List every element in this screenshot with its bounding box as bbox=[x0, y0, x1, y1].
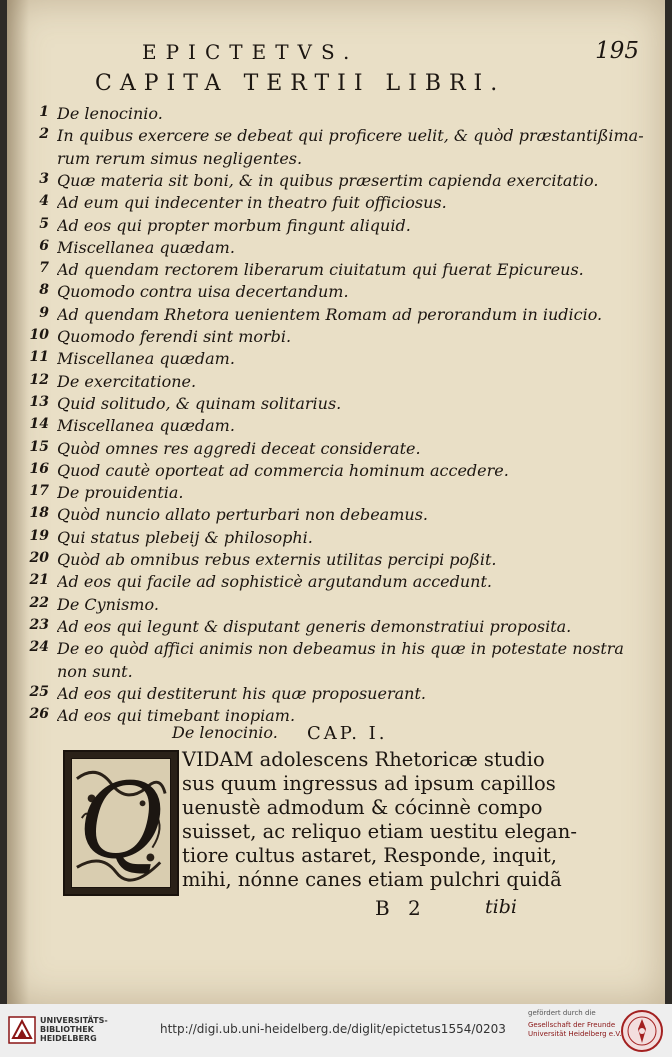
chapter-list-item[interactable] bbox=[7, 528, 665, 550]
chapter-list-item[interactable] bbox=[7, 372, 665, 394]
chapter-list-item[interactable] bbox=[7, 126, 665, 148]
viewer-footer bbox=[0, 1004, 672, 1057]
chapter-number: 5 bbox=[39, 215, 49, 232]
chapter-title: Ad eos qui destiterunt his quæ proposuerant. bbox=[57, 683, 426, 703]
chapter-title: De lenocinio. bbox=[57, 104, 163, 123]
chapter-number: 6 bbox=[39, 237, 49, 254]
chapter-number: 16 bbox=[29, 460, 49, 477]
chapter-number: 13 bbox=[29, 393, 49, 410]
chapter-list-item[interactable] bbox=[7, 327, 665, 349]
library-name[interactable] bbox=[40, 1016, 108, 1043]
chapter-title: Miscellanea quædam. bbox=[57, 237, 235, 257]
chapter-list-item[interactable] bbox=[7, 104, 665, 126]
chapter-title: Ad eos qui legunt & disputant generis demonstratiui proposita. bbox=[57, 616, 572, 636]
chapter-list-item[interactable] bbox=[7, 461, 665, 483]
initial-letter: Q bbox=[78, 760, 164, 882]
chapter-title: Quòd nuncio allato perturbari non debeamus. bbox=[57, 505, 428, 525]
chapter-title: In quibus exercere se debeat qui proficere uelit, & quòd præstantißima- bbox=[57, 126, 644, 146]
chapter-number: 7 bbox=[39, 260, 49, 277]
chapter-title: Ad eos qui timebant inopiam. bbox=[57, 706, 296, 726]
chapter-list-item[interactable] bbox=[7, 439, 665, 461]
chapter-title: De prouidentia. bbox=[57, 483, 184, 503]
chapter-list-item[interactable] bbox=[7, 639, 665, 661]
chapter-title: De Cynismo. bbox=[57, 594, 159, 614]
chapter-number: 23 bbox=[29, 616, 49, 633]
chapter-title: Quomodo contra uisa decertandum. bbox=[57, 282, 349, 302]
chapter-title: Quomodo ferendi sint morbi. bbox=[57, 327, 292, 346]
chapter-title: De exercitatione. bbox=[57, 371, 197, 391]
university-seal-icon[interactable] bbox=[620, 1009, 664, 1053]
chapter-list-item[interactable] bbox=[7, 684, 665, 706]
page-number: 195 bbox=[595, 38, 639, 64]
chapter-list-item[interactable] bbox=[7, 282, 665, 304]
chapter-number: 3 bbox=[39, 170, 49, 187]
library-logo-icon[interactable] bbox=[8, 1016, 36, 1044]
chapter-title: Quid solitudo, & quinam solitarius. bbox=[57, 393, 342, 413]
chapter-number: 14 bbox=[29, 416, 49, 433]
sponsor-name-line: Gesellschaft der Freunde bbox=[528, 1021, 616, 1029]
chapter-list-item[interactable] bbox=[7, 550, 665, 572]
chapter-number: 18 bbox=[29, 505, 49, 522]
chapter-list-item[interactable] bbox=[7, 662, 665, 684]
chapter-number: 12 bbox=[29, 371, 49, 388]
chapter-number: 26 bbox=[29, 706, 49, 723]
chapter-list-item[interactable] bbox=[7, 617, 665, 639]
chapter-title: Miscellanea quædam. bbox=[57, 349, 235, 369]
chapter-number: 19 bbox=[29, 527, 49, 544]
chapter-list-item[interactable] bbox=[7, 260, 665, 282]
library-name-line: UNIVERSITÄTS- bbox=[40, 1016, 108, 1025]
sponsor-name-line: Universität Heidelberg e.V. bbox=[528, 1030, 622, 1038]
section-title: CAPITA TERTII LIBRI. bbox=[95, 71, 506, 96]
body-line: VIDAM adolescens Rhetoricæ studio bbox=[182, 748, 545, 771]
chapter-title: Miscellanea quædam. bbox=[57, 416, 235, 436]
chapter-list-item[interactable] bbox=[7, 572, 665, 594]
chapter-title: Quæ materia sit boni, & in quibus præsertim capienda exercitatio. bbox=[57, 170, 599, 190]
chapter-title: Ad eum qui indecenter in theatro fuit officiosus. bbox=[57, 193, 447, 213]
chapter-title: De eo quòd affici animis non debeamus in his quæ in potestate nostra bbox=[57, 639, 624, 659]
chapter-number: 2 bbox=[39, 126, 49, 143]
chapter-list-item[interactable] bbox=[7, 171, 665, 193]
sponsor-credit[interactable] bbox=[528, 1009, 621, 1039]
chapter-title: rum rerum simus negligentes. bbox=[57, 148, 303, 168]
decorated-initial bbox=[63, 750, 179, 896]
chapter-number: 11 bbox=[29, 349, 49, 366]
permalink-url[interactable]: http://digi.ub.uni-heidelberg.de/diglit/epictetus1554/0203 bbox=[160, 1022, 506, 1036]
chapter-title: Qui status plebeij & philosophi. bbox=[57, 527, 313, 547]
chapter-list-item[interactable] bbox=[7, 216, 665, 238]
chapter-number: 8 bbox=[39, 282, 49, 299]
running-head-title: EPICTETVS. bbox=[142, 40, 359, 64]
chapter-number: 25 bbox=[29, 683, 49, 700]
chapter-list-item[interactable] bbox=[7, 416, 665, 438]
chapter-heading-cap: CAP. I. bbox=[307, 723, 388, 744]
chapter-title: Quòd ab omnibus rebus externis utilitas percipi poßit. bbox=[57, 550, 497, 569]
body-line: tiore cultus astaret, Responde, inquit, bbox=[182, 844, 557, 867]
body-line: suisset, ac reliquo etiam uestitu elegan- bbox=[182, 820, 577, 843]
chapter-number: 24 bbox=[29, 639, 49, 656]
catchword: tibi bbox=[485, 896, 517, 918]
chapter-title: Ad eos qui propter morbum fingunt aliquid. bbox=[57, 215, 411, 235]
body-line: mihi, nónne canes etiam pulchri quidã bbox=[182, 868, 562, 891]
chapter-list-item[interactable] bbox=[7, 505, 665, 527]
chapter-list-item[interactable] bbox=[7, 305, 665, 327]
signature-mark: B 2 bbox=[375, 896, 427, 920]
chapter-list-item[interactable] bbox=[7, 149, 665, 171]
chapter-number: 4 bbox=[39, 193, 49, 210]
book-page bbox=[7, 0, 665, 1004]
chapter-heading bbox=[7, 723, 665, 747]
chapter-number: 17 bbox=[29, 483, 49, 500]
chapter-number: 15 bbox=[29, 438, 49, 455]
page-footer-line bbox=[7, 896, 665, 922]
chapter-list-item[interactable] bbox=[7, 349, 665, 371]
chapter-number: 10 bbox=[29, 327, 49, 343]
library-name-line: BIBLIOTHEK bbox=[40, 1025, 94, 1034]
chapter-list-item[interactable] bbox=[7, 238, 665, 260]
chapter-number: 9 bbox=[39, 304, 49, 321]
chapter-list-item[interactable] bbox=[7, 595, 665, 617]
chapter-list-item[interactable] bbox=[7, 193, 665, 215]
chapter-number: 1 bbox=[39, 104, 49, 120]
body-line: sus quum ingressus ad ipsum capillos bbox=[182, 772, 556, 795]
sponsor-lead: gefördert durch die bbox=[528, 1009, 596, 1017]
chapter-title: Ad eos qui facile ad sophisticè argutandum accedunt. bbox=[57, 572, 492, 592]
chapter-list-item[interactable] bbox=[7, 483, 665, 505]
chapter-heading-title: De lenocinio. bbox=[172, 723, 278, 742]
running-head bbox=[7, 40, 665, 68]
chapter-title: Ad quendam Rhetora uenientem Romam ad perorandum in iudicio. bbox=[57, 304, 603, 324]
chapter-title: Ad quendam rectorem liberarum ciuitatum qui fuerat Epicureus. bbox=[57, 260, 584, 280]
body-line: uenustè admodum & cócinnè compo bbox=[182, 796, 543, 819]
chapter-number: 22 bbox=[29, 594, 49, 611]
chapter-number: 21 bbox=[29, 572, 49, 589]
chapter-title: Quòd omnes res aggredi deceat considerate. bbox=[57, 438, 421, 458]
library-name-line: HEIDELBERG bbox=[40, 1034, 97, 1043]
chapter-title: non sunt. bbox=[57, 661, 133, 681]
chapter-title: Quod cautè oporteat ad commercia hominum accedere. bbox=[57, 460, 509, 480]
chapter-list-item[interactable] bbox=[7, 394, 665, 416]
chapter-number: 20 bbox=[29, 550, 49, 566]
